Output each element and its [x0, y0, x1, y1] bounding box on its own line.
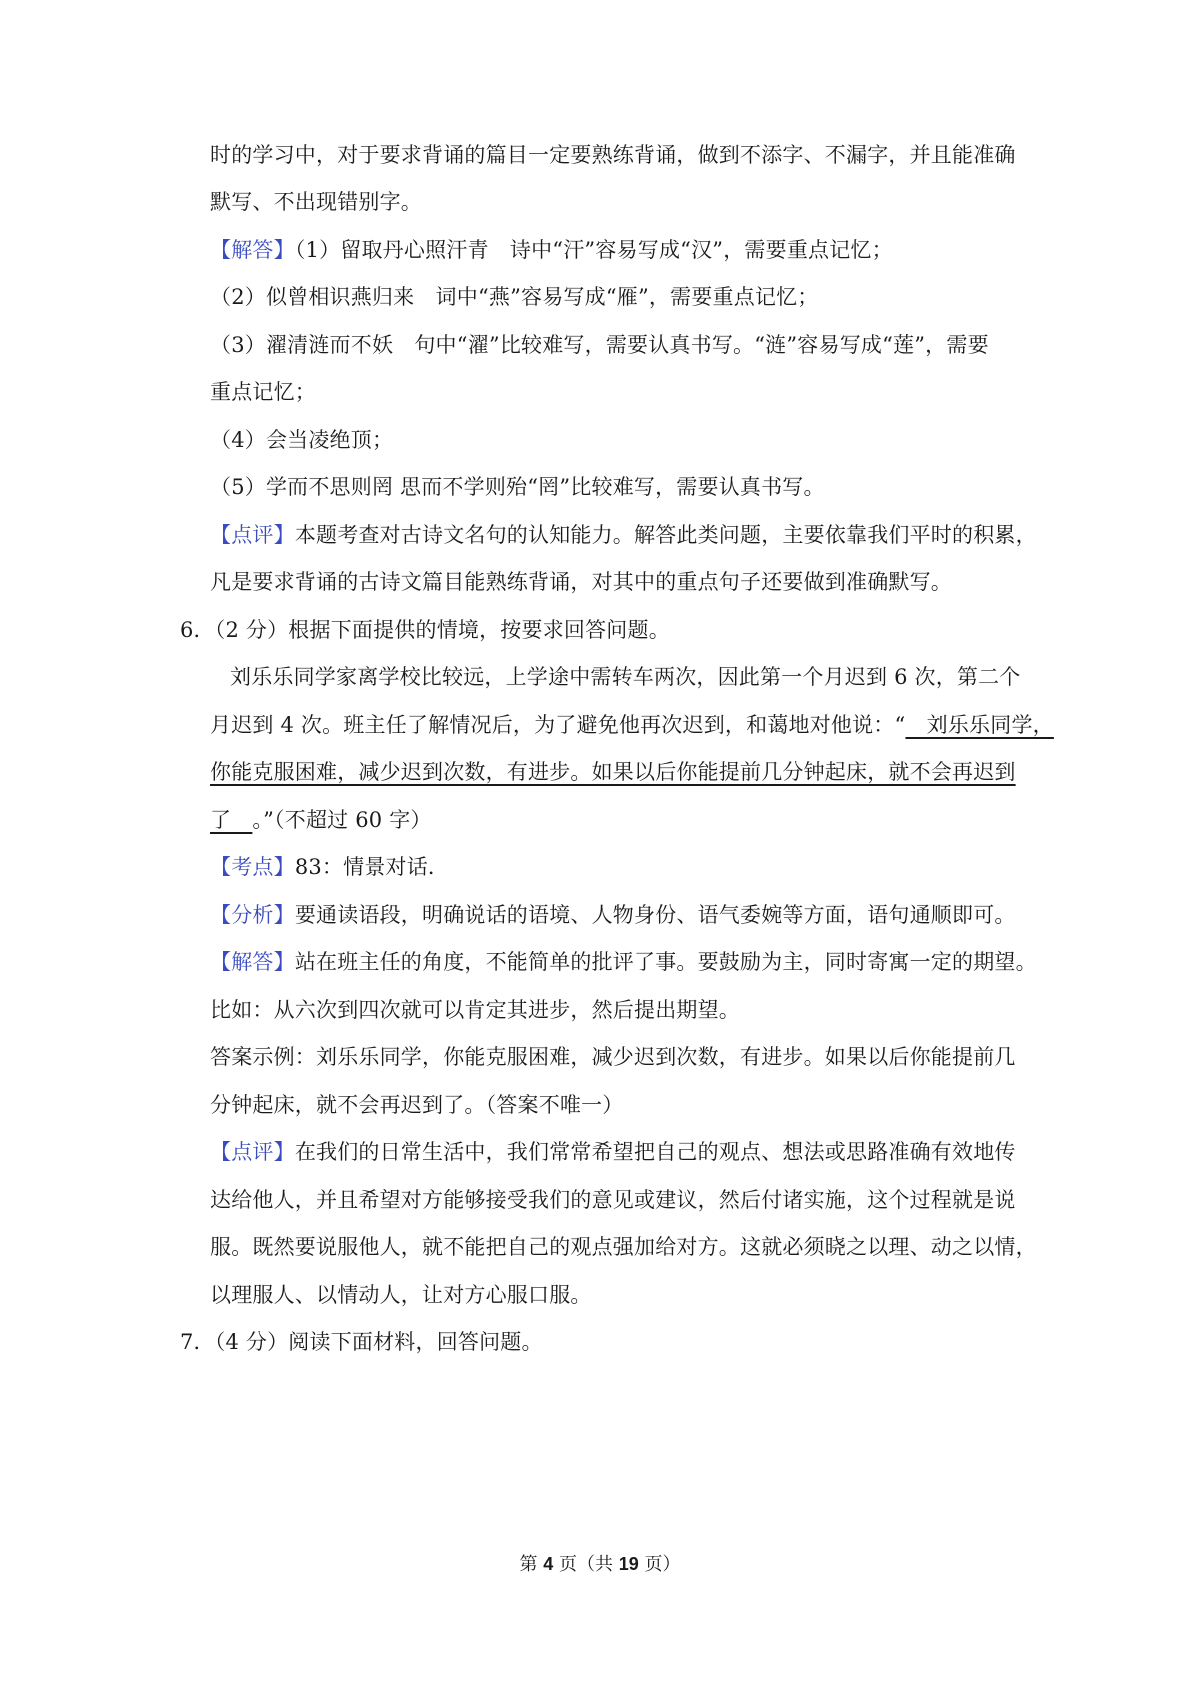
answer-blank-end: 了: [210, 808, 253, 832]
q6-dianping-cont: 以理服人、以情动人，让对方心服口服。: [210, 1283, 592, 1307]
q5-answer-3-cont: 重点记忆；: [210, 380, 316, 404]
page-footer: [0, 1551, 1200, 1578]
dianping-text: 在我们的日常生活中，我们常常希望把自己的观点、想法或思路准确有效地传: [294, 1140, 1016, 1164]
q6-example-cont: 分钟起床，就不会再迟到了。（答案不唯一）: [210, 1093, 624, 1117]
q5-answer-4: （4）会当凌绝顶；: [210, 428, 394, 452]
q5-answer-5: （5）学而不思则罔 思而不学则殆“罔”比较难写，需要认真书写。: [210, 475, 825, 499]
context-text: 月迟到 4 次。班主任了解情况后，为了避免他再次迟到，和蔼地对他说：“: [210, 713, 906, 737]
jieda-text: 站在班主任的角度，不能简单的批评了事。要鼓励为主，同时寄寓一定的期望。: [294, 950, 1037, 974]
q5-comment-cont: 凡是要求背诵的古诗文篇目能熟练背诵，对其中的重点句子还要做到准确默写。: [210, 570, 952, 594]
comment-text: 本题考查对古诗文名句的认知能力。解答此类问题，主要依靠我们平时的积累，: [294, 523, 1037, 547]
answer-text: （1）留取丹心照汗青 诗中“汗”容易写成“汉”，需要重点记忆；: [294, 238, 893, 262]
q7-title: 7．（4 分）阅读下面材料，回答问题。: [180, 1330, 543, 1354]
q6-jieda: [210, 947, 1037, 977]
jieda-tag: 【解答】: [210, 950, 295, 974]
q6-context-1: 刘乐乐同学家离学校比较远，上学途中需转车两次，因此第一个月迟到 6 次，第二个: [230, 665, 1021, 689]
q6-fenxi: [210, 900, 1016, 930]
q5-comment: [210, 520, 1037, 550]
fenxi-tag: 【分析】: [210, 903, 295, 927]
text-line: 时的学习中，对于要求背诵的篇目一定要熟练背诵，做到不添字、不漏字，并且能准确: [210, 143, 1016, 167]
q5-answer-3: （3）濯清涟而不妖 句中“濯”比较难写，需要认真书写。“涟”容易写成“莲”，需要: [210, 333, 989, 357]
context-text: 。”（不超过 60 字）: [252, 808, 432, 832]
kaodian-text: 83：情景对话．: [294, 855, 450, 879]
footer-middle: 页（共: [553, 1554, 619, 1575]
q6-title: 6．（2 分）根据下面提供的情境，按要求回答问题。: [180, 618, 670, 642]
q6-example: 答案示例：刘乐乐同学，你能克服困难，减少迟到次数，有进步。如果以后你能提前几: [210, 1045, 1016, 1069]
total-pages: 19: [618, 1554, 639, 1574]
q6-answer-blank-2: 你能克服困难，减少迟到次数，有进步。如果以后你能提前几分钟起床，就不会再迟到: [210, 760, 1016, 784]
q6-context-4: [210, 805, 432, 835]
q5-answer-1: [210, 235, 893, 265]
q6-jieda-cont: 比如：从六次到四次就可以肯定其进步，然后提出期望。: [210, 998, 740, 1022]
dianping-tag: 【点评】: [210, 1140, 295, 1164]
text-line: 默写、不出现错别字。: [210, 190, 422, 214]
kaodian-tag: 【考点】: [210, 855, 295, 879]
footer-suffix: 页）: [638, 1554, 681, 1575]
q6-kaodian: [210, 852, 449, 882]
comment-tag: 【点评】: [210, 523, 295, 547]
q5-answer-2: （2）似曾相识燕归来 词中“燕”容易写成“雁”，需要重点记忆；: [210, 285, 819, 309]
q6-dianping-cont: 达给他人，并且希望对方能够接受我们的意见或建议，然后付诸实施，这个过程就是说: [210, 1188, 1016, 1212]
q6-context-2: [210, 710, 1054, 740]
q6-dianping: [210, 1137, 1016, 1167]
footer-prefix: 第: [519, 1554, 544, 1575]
q6-dianping-cont: 服。既然要说服他人，就不能把自己的观点强加给对方。这就必须晓之以理、动之以情，: [210, 1235, 1037, 1259]
fenxi-text: 要通读语段，明确说话的语境、人物身份、语气委婉等方面，语句通顺即可。: [294, 903, 1016, 927]
answer-tag: 【解答】: [210, 238, 295, 262]
answer-blank: 刘乐乐同学，: [905, 713, 1054, 737]
page-number: 4: [543, 1554, 554, 1574]
